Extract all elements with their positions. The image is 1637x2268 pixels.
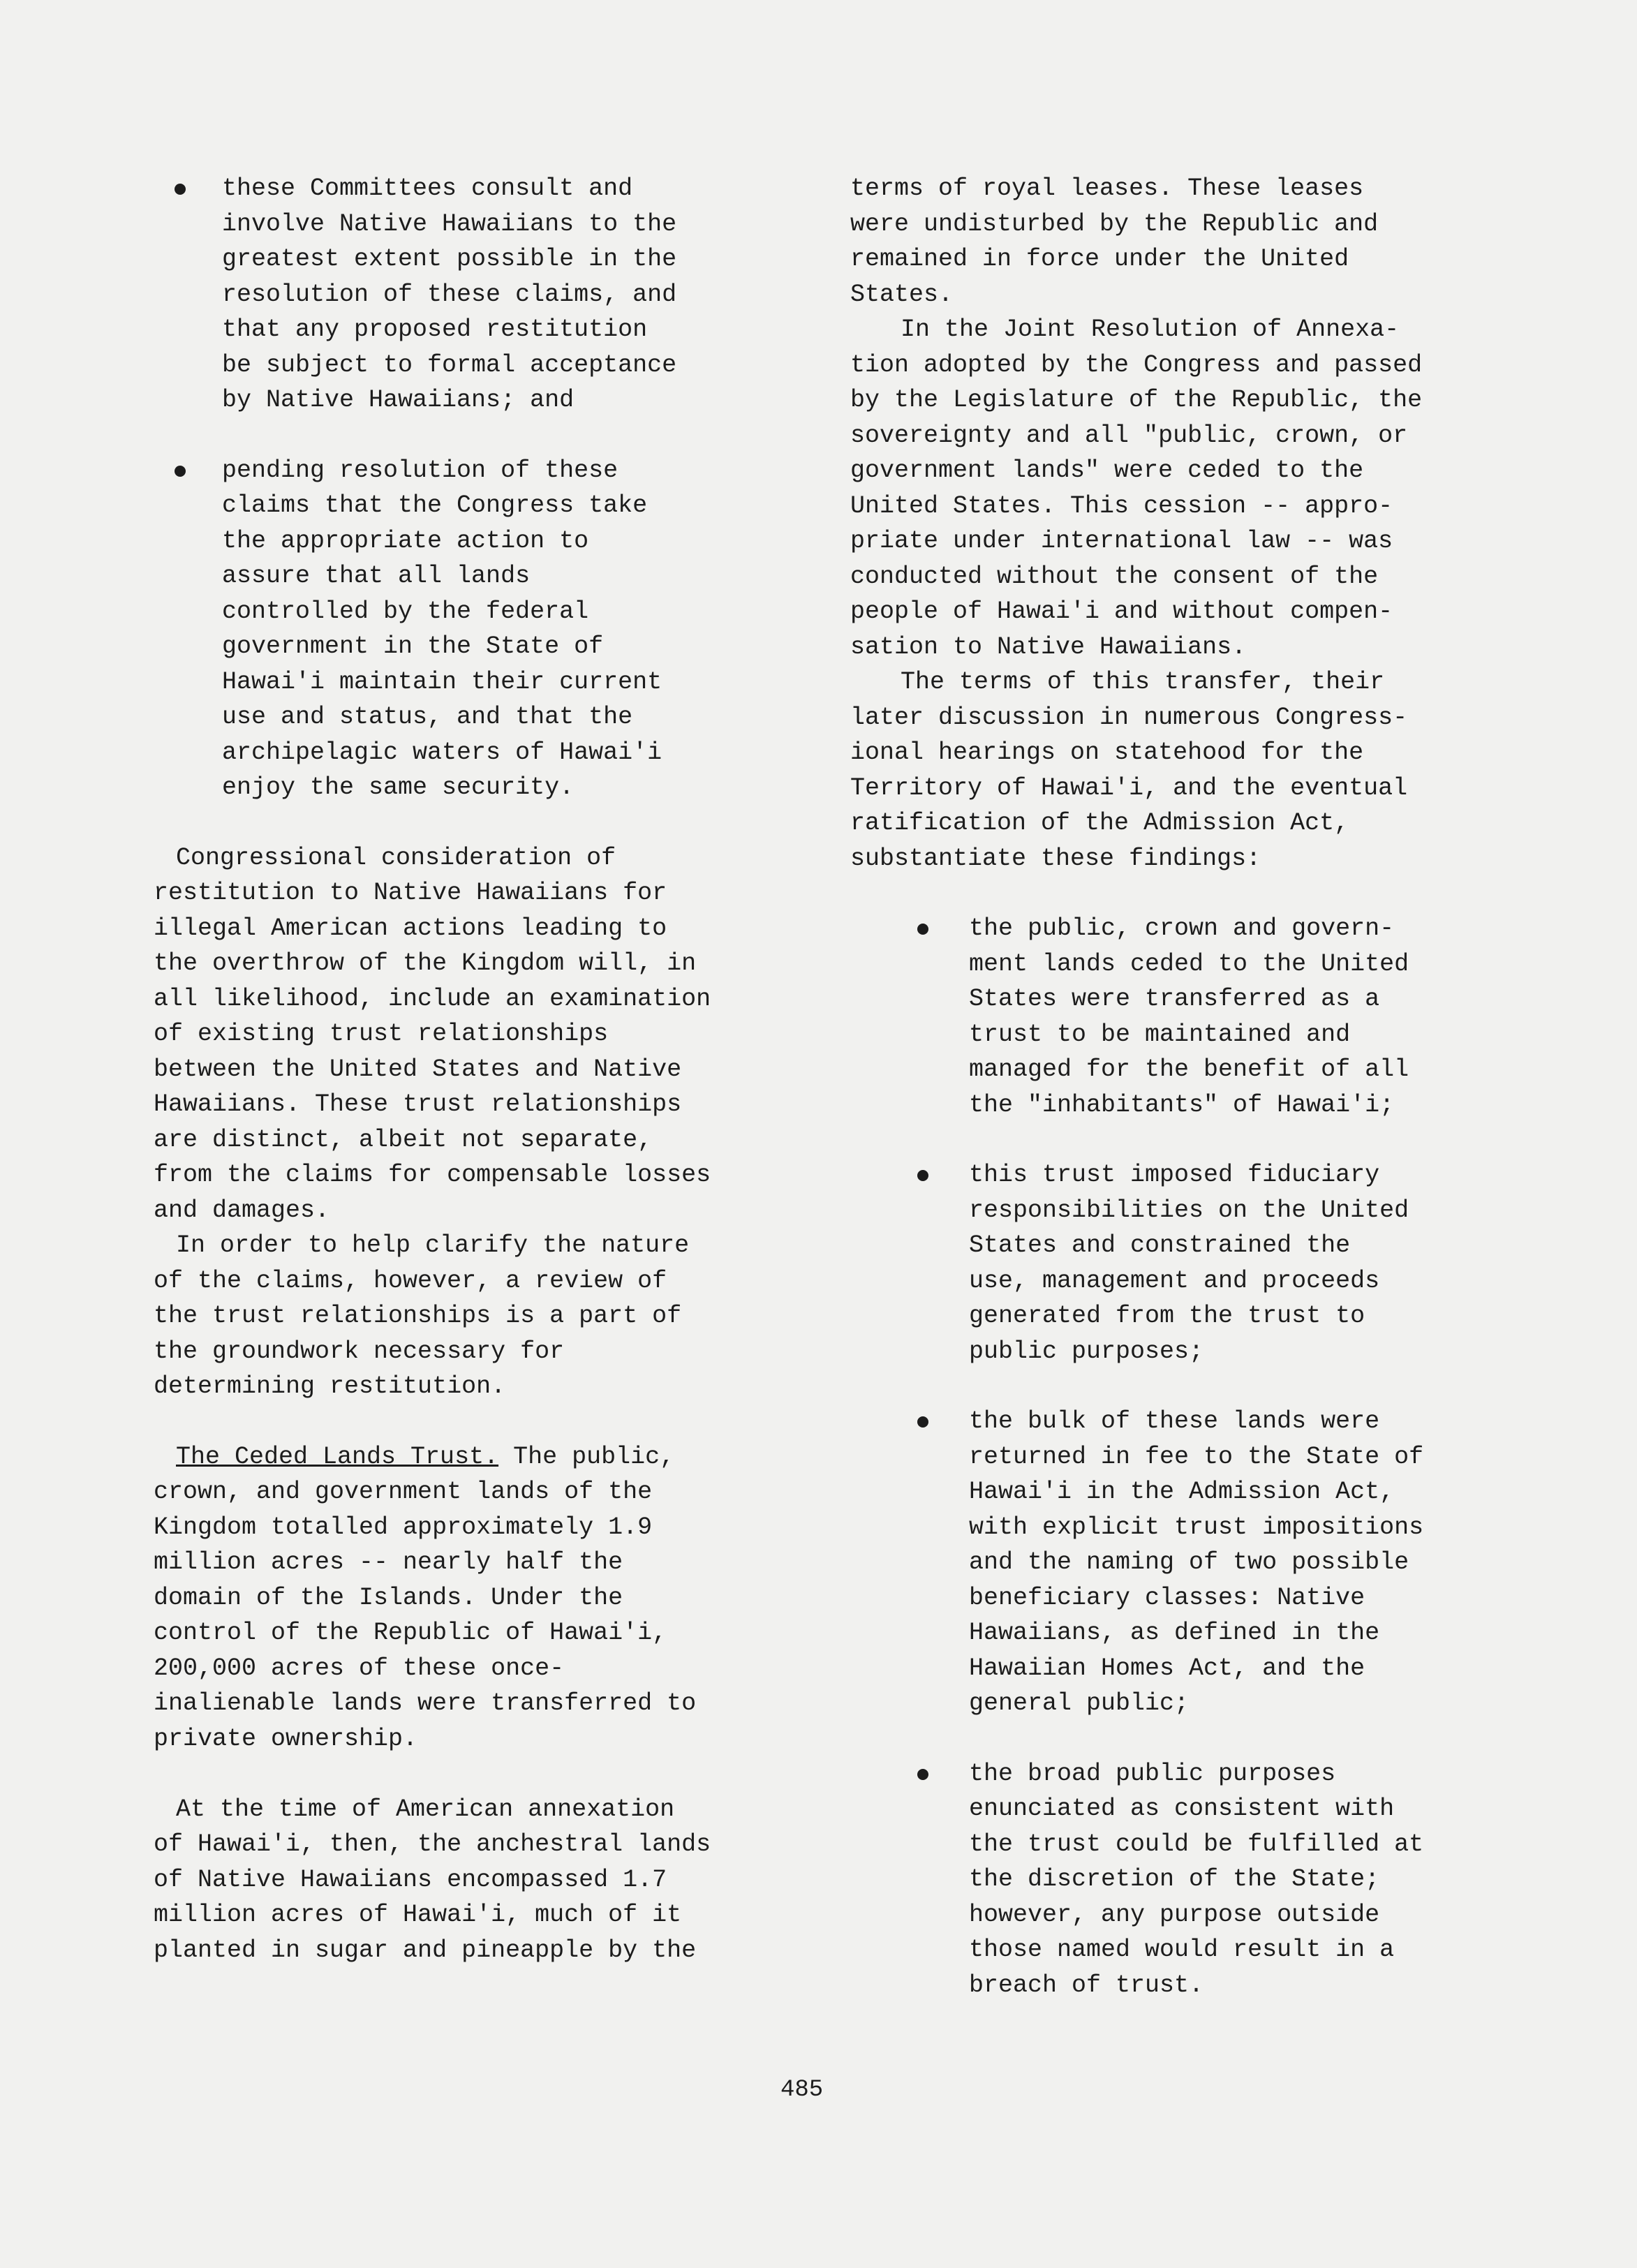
paragraph [850,312,1520,665]
text-line: 200,000 acres of these once- [154,1654,565,1682]
text-line: be subject to formal acceptance [222,350,677,379]
text-line: breach of trust. [969,1971,1204,1999]
text-line: States and constrained the [969,1231,1351,1259]
left-column [154,171,782,1968]
bullet-item [850,911,1520,1122]
text-line: the public, crown and govern- [969,914,1395,942]
bullet-icon [917,1416,928,1428]
text-line: the bulk of these lands were [969,1407,1380,1435]
text-line: by Native Hawaiians; and [222,386,575,414]
text-line: conducted without the consent of the [850,562,1379,591]
text-line: The terms of this transfer, their [901,668,1385,696]
text-line: ment lands ceded to the United [969,949,1409,978]
text-line: from the claims for compensable losses [154,1161,711,1189]
text-line: all likelihood, include an examination [154,984,711,1013]
text-line: Hawai'i maintain their current [222,667,662,696]
text-line: beneficiary classes: Native [969,1583,1365,1612]
bullet-icon [917,1769,928,1780]
text-line: the trust could be fulfilled at [969,1830,1424,1858]
text-line: generated from the trust to [969,1302,1365,1330]
text-line: enjoy the same security. [222,773,575,801]
bullet-icon [175,184,186,195]
bullet-item [850,1756,1520,2038]
text-line: At the time of American annexation [176,1795,675,1823]
text-line: this trust imposed fiduciary [969,1161,1380,1189]
text-line: that any proposed restitution [222,316,648,343]
text-line: planted in sugar and pineapple by the [154,1936,697,1964]
text-line: illegal American actions leading to [154,914,667,942]
text-line: general public; [969,1689,1190,1717]
paragraph [850,171,1520,312]
section-heading: The Ceded Lands Trust. [176,1442,499,1471]
text-line: Territory of Hawai'i, and the eventual [850,773,1408,802]
text-line: and the naming of two possible [969,1548,1409,1576]
text-line: managed for the benefit of all [969,1055,1409,1083]
text-line: and damages. [154,1196,330,1224]
text-line: the appropriate action to [222,526,589,555]
text-run: The public, [498,1442,675,1471]
text-line: Congressional consideration of [176,843,616,872]
text-line: responsibilities on the United [969,1196,1409,1224]
text-line: were undisturbed by the Republic and [850,209,1379,238]
right-column [850,171,1520,2038]
paragraph [154,1439,782,1792]
text-line: pending resolution of these [222,456,618,484]
text-line: however, any purpose outside [969,1900,1380,1929]
text-line: by the Legislature of the Republic, the [850,386,1423,414]
paragraph [154,1228,782,1404]
text-line: people of Hawai'i and without compen- [850,598,1393,625]
text-line: priate under international law -- was [850,527,1393,555]
text-line: the groundwork necessary for [154,1337,565,1365]
bullet-item [154,453,782,806]
text-line: Hawaiians. These trust relationships [154,1090,682,1118]
text-line: government lands" were ceded to the [850,457,1364,484]
text-line: States were transferred as a [969,985,1380,1013]
text-line: Kingdom totalled approximately 1.9 [154,1513,653,1541]
page-number: 485 [780,2077,824,2103]
text-line: tion adopted by the Congress and passed [850,350,1423,379]
text-line: of Hawai'i, then, the anchestral lands [154,1830,711,1858]
text-line: of Native Hawaiians encompassed 1.7 [154,1865,667,1894]
text-line: returned in fee to the State of [969,1442,1424,1471]
text-line: assure that all lands [222,562,531,590]
text-line: of the claims, however, a review of [154,1266,667,1295]
text-line: restitution to Native Hawaiians for [154,879,667,907]
text-line: involve Native Hawaiians to the [222,209,677,238]
text-line: domain of the Islands. Under the [154,1583,623,1612]
text-line: controlled by the federal [222,597,589,625]
text-line: enunciated as consistent with [969,1795,1395,1823]
bullet-icon [917,1170,928,1181]
text-line: remained in force under the United [850,245,1349,273]
text-line: claims that the Congress take [222,491,648,519]
text-line: are distinct, albeit not separate, [154,1125,653,1154]
text-line: of existing trust relationships [154,1020,609,1048]
text-line: these Committees consult and [222,175,633,202]
text-line: resolution of these claims, and [222,280,677,309]
text-line: determining restitution. [154,1372,506,1400]
text-line: with explicit trust impositions [969,1513,1424,1541]
bullet-item [850,1404,1520,1721]
text-line: use and status, and that the [222,703,633,731]
text-line: ional hearings on statehood for the [850,739,1364,766]
text-line: the "inhabitants" of Hawai'i; [969,1090,1395,1119]
text-line: public purposes; [969,1337,1204,1365]
bullet-icon [175,466,186,477]
text-line: crown, and government lands of the [154,1478,653,1506]
paragraph [154,1792,782,1969]
text-line: inalienable lands were transferred to [154,1689,697,1717]
text-line: trust to be maintained and [969,1020,1351,1048]
text-line [154,1439,782,1475]
text-line: In the Joint Resolution of Annexa- [901,316,1400,343]
paragraph [154,840,782,1229]
text-line: terms of royal leases. These leases [850,175,1364,202]
text-line: use, management and proceeds [969,1266,1380,1295]
text-line: million acres of Hawai'i, much of it [154,1901,682,1929]
text-line: In order to help clarify the nature [176,1231,690,1259]
text-line: Hawaiians, as defined in the [969,1619,1380,1647]
text-line: million acres -- nearly half the [154,1548,623,1576]
text-line: substantiate these findings: [850,844,1261,873]
text-line: the broad public purposes [969,1759,1336,1788]
bullet-icon [917,924,928,935]
text-line [969,2003,1520,2038]
text-line: government in the State of [222,632,604,660]
text-line: greatest extent possible in the [222,245,677,273]
paragraph [850,665,1520,876]
text-line: sation to Native Hawaiians. [850,632,1247,661]
text-line: United States. This cession -- appro- [850,491,1393,520]
text-line: sovereignty and all "public, crown, or [850,421,1408,450]
text-line: later discussion in numerous Congress- [850,703,1408,732]
text-line: Hawai'i in the Admission Act, [969,1478,1395,1506]
text-line: the overthrow of the Kingdom will, in [154,949,697,977]
text-line: Hawaiian Homes Act, and the [969,1654,1365,1682]
text-line: those named would result in a [969,1936,1395,1964]
text-line: States. [850,280,954,309]
text-line: between the United States and Native [154,1055,682,1083]
text-line: the trust relationships is a part of [154,1302,682,1330]
text-line: the discretion of the State; [969,1865,1380,1893]
bullet-item [154,171,782,418]
text-line: ratification of the Admission Act, [850,809,1349,837]
text-line: archipelagic waters of Hawai'i [222,738,662,766]
bullet-item [850,1157,1520,1369]
text-line: control of the Republic of Hawai'i, [154,1619,667,1647]
text-line: private ownership. [154,1724,418,1753]
text-line [154,1756,782,1792]
